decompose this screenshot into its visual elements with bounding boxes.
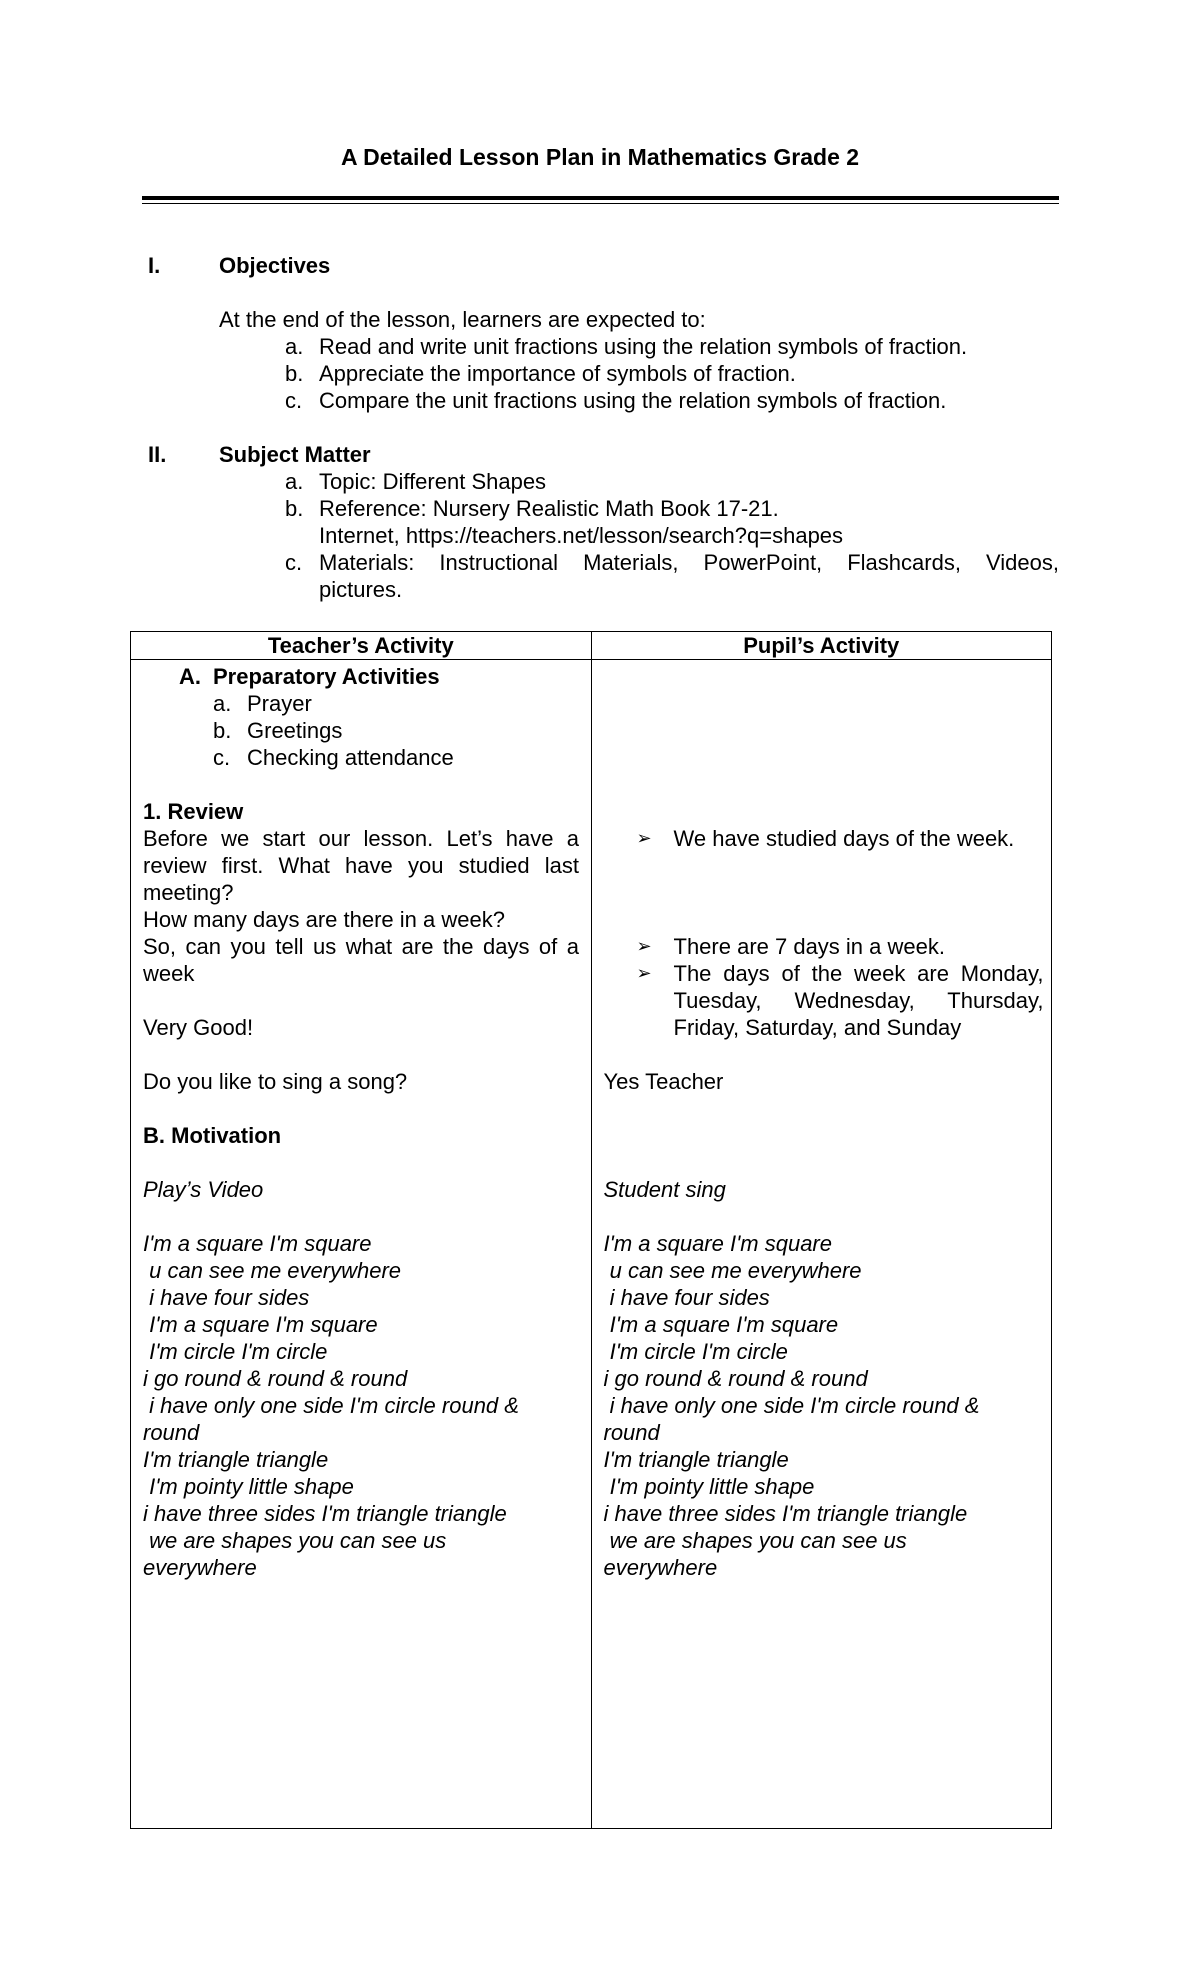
song-line: u can see me everywhere: [603, 1258, 862, 1283]
list-marker: a.: [285, 469, 304, 494]
section-heading-subject-matter: Subject Matter: [219, 442, 371, 467]
answer-studied: We have studied days of the week.: [673, 826, 1015, 851]
song-line: i have four sides: [603, 1285, 770, 1310]
song-line: everywhere: [143, 1555, 257, 1580]
arrow-bullet-icon: ➢: [636, 828, 652, 848]
list-text: Topic: Different Shapes: [319, 469, 547, 494]
praise-text: Very Good!: [143, 1015, 254, 1040]
song-line: I'm a square I'm square: [603, 1312, 839, 1337]
video-instruction: Play’s Video: [143, 1177, 264, 1202]
review-heading: 1. Review: [143, 799, 244, 824]
list-text: Greetings: [247, 718, 343, 743]
teacher-activity-cell: [131, 660, 592, 1829]
table-header-row: [131, 632, 1052, 660]
pupil-activity-cell: [591, 660, 1052, 1829]
page-title: A Detailed Lesson Plan in Mathematics Grade 2: [340, 144, 860, 170]
list-text: Materials: Instructional Materials, PowerPoint, Flashcards, Videos,: [319, 550, 1059, 575]
list-text: Checking attendance: [247, 745, 454, 770]
motivation-heading: B. Motivation: [143, 1123, 282, 1148]
list-text: Read and write unit fractions using the relation symbols of fraction.: [319, 334, 968, 359]
song-line: I'm pointy little shape: [143, 1474, 354, 1499]
prep-heading: Preparatory Activities: [213, 664, 440, 689]
list-text: Compare the unit fractions using the relation symbols of fraction.: [319, 388, 947, 413]
section-heading-objectives: Objectives: [219, 253, 331, 278]
list-text: Prayer: [247, 691, 312, 716]
song-line: we are shapes you can see us: [603, 1528, 907, 1553]
header-teacher-activity: Teacher’s Activity: [131, 632, 592, 660]
review-question: Before we start our lesson. Let’s have a review first. What have you studied last meeting?: [143, 826, 579, 905]
song-line: I'm triangle triangle: [603, 1447, 789, 1472]
list-marker: a.: [285, 334, 304, 359]
pupil-yes: Yes Teacher: [603, 1069, 724, 1094]
days-question: How many days are there in a week?: [143, 907, 505, 932]
list-marker: c.: [285, 388, 303, 413]
answer-day-names: The days of the week are Monday, Tuesday, Wednesday, Thursday, Friday, Saturday, and Sunday: [673, 961, 1044, 1040]
list-text: Appreciate the importance of symbols of fraction.: [319, 361, 796, 386]
list-continuation: pictures.: [319, 577, 403, 602]
song-line: I'm a square I'm square: [603, 1231, 832, 1256]
list-marker: b.: [285, 496, 304, 521]
song-line: i have three sides I'm triangle triangle: [143, 1501, 507, 1526]
answer-days: There are 7 days in a week.: [673, 934, 945, 959]
list-marker: b.: [213, 718, 232, 743]
song-line: I'm circle I'm circle: [143, 1339, 328, 1364]
song-line: I'm pointy little shape: [603, 1474, 815, 1499]
list-text: Reference: Nursery Realistic Math Book 17-21.: [319, 496, 779, 521]
sing-question: Do you like to sing a song?: [143, 1069, 408, 1094]
song-line: i go round & round & round: [603, 1366, 868, 1391]
section-number: I.: [148, 253, 161, 278]
arrow-bullet-icon: ➢: [636, 936, 652, 956]
title-divider-thin: [142, 203, 1059, 204]
song-line: everywhere: [603, 1555, 718, 1580]
song-line: i have only one side I'm circle round &: [143, 1393, 519, 1418]
list-marker: c.: [213, 745, 231, 770]
student-sing: Student sing: [603, 1177, 726, 1202]
activity-table: [130, 631, 1052, 1829]
song-line: round: [603, 1420, 660, 1445]
song-line: I'm a square I'm square: [143, 1231, 372, 1256]
title-divider: [142, 196, 1059, 200]
song-line: i have four sides: [143, 1285, 310, 1310]
song-line: i have only one side I'm circle round &: [603, 1393, 980, 1418]
table-row: [131, 660, 1052, 1829]
song-line: u can see me everywhere: [143, 1258, 402, 1283]
song-line: we are shapes you can see us: [143, 1528, 447, 1553]
list-marker: b.: [285, 361, 304, 386]
list-continuation: Internet, https://teachers.net/lesson/search?q=shapes: [319, 523, 844, 548]
list-marker: c.: [285, 550, 303, 575]
arrow-bullet-icon: ➢: [636, 963, 652, 983]
section-number: II.: [148, 442, 167, 467]
song-line: I'm triangle triangle: [143, 1447, 329, 1472]
prep-marker: A.: [179, 664, 201, 689]
header-pupil-activity: Pupil’s Activity: [591, 632, 1052, 660]
song-line: round: [143, 1420, 200, 1445]
song-line: I'm circle I'm circle: [603, 1339, 788, 1364]
song-line: i have three sides I'm triangle triangle: [603, 1501, 968, 1526]
objectives-intro: At the end of the lesson, learners are expected to:: [219, 307, 706, 332]
list-marker: a.: [213, 691, 232, 716]
song-line: I'm a square I'm square: [143, 1312, 378, 1337]
days-followup: So, can you tell us what are the days of a week: [143, 934, 579, 986]
song-line: i go round & round & round: [143, 1366, 408, 1391]
